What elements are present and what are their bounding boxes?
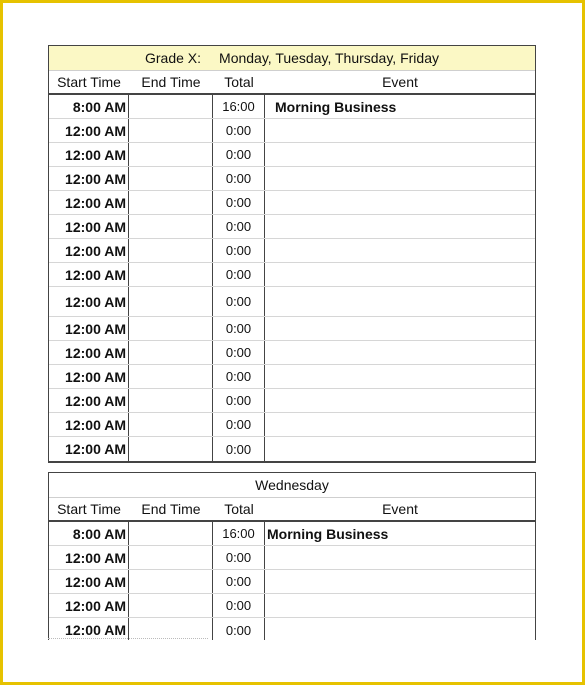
event-cell[interactable] <box>265 119 535 142</box>
end-time-cell[interactable] <box>129 389 213 412</box>
table-row <box>49 191 535 215</box>
start-time-cell[interactable]: 12:00 AM <box>49 167 129 190</box>
start-time-cell[interactable]: 12:00 AM <box>49 546 129 569</box>
total-cell[interactable]: 16:00 <box>213 95 265 118</box>
start-time-cell[interactable]: 12:00 AM <box>49 263 129 286</box>
start-time-cell[interactable]: 8:00 AM <box>49 95 129 118</box>
start-time-cell[interactable]: 12:00 AM <box>49 365 129 388</box>
total-cell[interactable]: 0:00 <box>213 215 265 238</box>
event-cell[interactable] <box>265 239 535 262</box>
day-label: Wednesday <box>255 477 329 493</box>
event-cell[interactable] <box>265 594 535 617</box>
end-time-cell[interactable] <box>129 239 213 262</box>
event-cell[interactable] <box>265 437 535 461</box>
total-cell[interactable]: 16:00 <box>213 522 265 545</box>
total-cell[interactable]: 0:00 <box>213 365 265 388</box>
event-cell[interactable]: Morning Business <box>267 525 389 542</box>
end-time-cell[interactable] <box>129 191 213 214</box>
table-row <box>49 263 535 287</box>
header-total: Total <box>224 501 254 517</box>
table-body <box>49 95 535 461</box>
start-time-cell[interactable]: 12:00 AM <box>49 191 129 214</box>
start-time-cell[interactable]: 12:00 AM <box>49 119 129 142</box>
end-time-cell[interactable] <box>129 413 213 436</box>
table-row <box>49 437 535 461</box>
header-event: Event <box>382 501 418 517</box>
total-cell[interactable]: 0:00 <box>213 389 265 412</box>
event-cell[interactable] <box>265 167 535 190</box>
table-row <box>49 522 535 546</box>
end-time-cell[interactable] <box>129 167 213 190</box>
end-time-cell[interactable] <box>129 546 213 569</box>
table-row <box>49 618 535 640</box>
start-time-cell[interactable]: 12:00 AM <box>49 215 129 238</box>
start-time-cell[interactable]: 12:00 AM <box>49 437 129 461</box>
start-time-cell[interactable]: 12:00 AM <box>49 239 129 262</box>
header-end-time: End Time <box>141 501 201 517</box>
start-time-cell[interactable]: 8:00 AM <box>49 522 129 545</box>
table-body <box>49 522 535 640</box>
total-cell[interactable]: 0:00 <box>213 546 265 569</box>
start-time-cell[interactable]: 12:00 AM <box>49 413 129 436</box>
end-time-cell[interactable] <box>129 594 213 617</box>
table-row <box>49 341 535 365</box>
end-time-cell[interactable] <box>129 341 213 364</box>
header-end-time: End Time <box>141 74 201 90</box>
table-row <box>49 365 535 389</box>
event-cell[interactable] <box>265 263 535 286</box>
event-cell[interactable] <box>265 143 535 166</box>
table-row <box>49 570 535 594</box>
total-cell[interactable]: 0:00 <box>213 437 265 461</box>
end-time-cell[interactable] <box>129 570 213 593</box>
table-row <box>49 167 535 191</box>
total-cell[interactable]: 0:00 <box>213 413 265 436</box>
event-cell[interactable] <box>265 365 535 388</box>
header-start-time: Start Time <box>57 501 121 517</box>
total-cell[interactable]: 0:00 <box>213 119 265 142</box>
start-time-cell[interactable]: 12:00 AM <box>49 287 129 316</box>
event-cell[interactable] <box>265 570 535 593</box>
total-cell[interactable]: 0:00 <box>213 594 265 617</box>
header-start-time: Start Time <box>57 74 121 90</box>
table-row <box>49 413 535 437</box>
event-cell[interactable] <box>265 546 535 569</box>
total-cell[interactable]: 0:00 <box>213 341 265 364</box>
header-total: Total <box>224 74 254 90</box>
event-cell[interactable] <box>265 215 535 238</box>
end-time-cell[interactable] <box>129 437 213 461</box>
event-cell[interactable] <box>265 191 535 214</box>
total-cell[interactable]: 0:00 <box>213 263 265 286</box>
end-time-cell[interactable] <box>129 119 213 142</box>
end-time-cell[interactable] <box>129 618 213 640</box>
grade-label: Grade X: <box>145 50 202 66</box>
table-row <box>49 594 535 618</box>
column-headers <box>49 71 535 95</box>
event-cell[interactable] <box>265 389 535 412</box>
total-cell[interactable]: 0:00 <box>213 239 265 262</box>
table-row <box>49 287 535 317</box>
end-time-cell[interactable] <box>129 522 213 545</box>
event-cell[interactable] <box>265 317 535 340</box>
column-headers <box>49 498 535 522</box>
table-title <box>49 473 535 498</box>
table-row <box>49 239 535 263</box>
end-time-cell[interactable] <box>129 143 213 166</box>
start-time-cell[interactable]: 12:00 AM <box>49 594 129 617</box>
event-cell[interactable] <box>265 287 535 316</box>
end-time-cell[interactable] <box>129 215 213 238</box>
total-cell[interactable]: 0:00 <box>213 287 265 316</box>
end-time-cell[interactable] <box>129 365 213 388</box>
end-time-cell[interactable] <box>129 317 213 340</box>
start-time-cell[interactable]: 12:00 AM <box>49 317 129 340</box>
total-cell[interactable]: 0:00 <box>213 570 265 593</box>
schedule-table-wednesday <box>48 472 536 640</box>
total-cell[interactable]: 0:00 <box>213 317 265 340</box>
schedule-table-weekdays <box>48 45 536 463</box>
total-cell[interactable]: 0:00 <box>213 167 265 190</box>
event-cell[interactable] <box>265 618 535 640</box>
footer-divider <box>48 638 208 642</box>
end-time-cell[interactable] <box>129 263 213 286</box>
table-row <box>49 95 535 119</box>
header-event: Event <box>382 74 418 90</box>
days-label: Monday, Tuesday, Thursday, Friday <box>219 50 439 66</box>
table-row <box>49 143 535 167</box>
table-row <box>49 215 535 239</box>
table-row <box>49 119 535 143</box>
start-time-cell[interactable]: 12:00 AM <box>49 618 129 640</box>
table-row <box>49 317 535 341</box>
table-row <box>49 389 535 413</box>
table-row <box>49 546 535 570</box>
total-cell[interactable]: 0:00 <box>213 191 265 214</box>
start-time-cell[interactable]: 12:00 AM <box>49 341 129 364</box>
event-cell[interactable]: Morning Business <box>275 98 397 115</box>
end-time-cell[interactable] <box>129 287 213 316</box>
event-cell[interactable] <box>265 413 535 436</box>
event-cell[interactable] <box>265 341 535 364</box>
start-time-cell[interactable]: 12:00 AM <box>49 570 129 593</box>
start-time-cell[interactable]: 12:00 AM <box>49 143 129 166</box>
total-cell[interactable]: 0:00 <box>213 618 265 640</box>
total-cell[interactable]: 0:00 <box>213 143 265 166</box>
end-time-cell[interactable] <box>129 95 213 118</box>
table-title <box>49 46 535 71</box>
start-time-cell[interactable]: 12:00 AM <box>49 389 129 412</box>
